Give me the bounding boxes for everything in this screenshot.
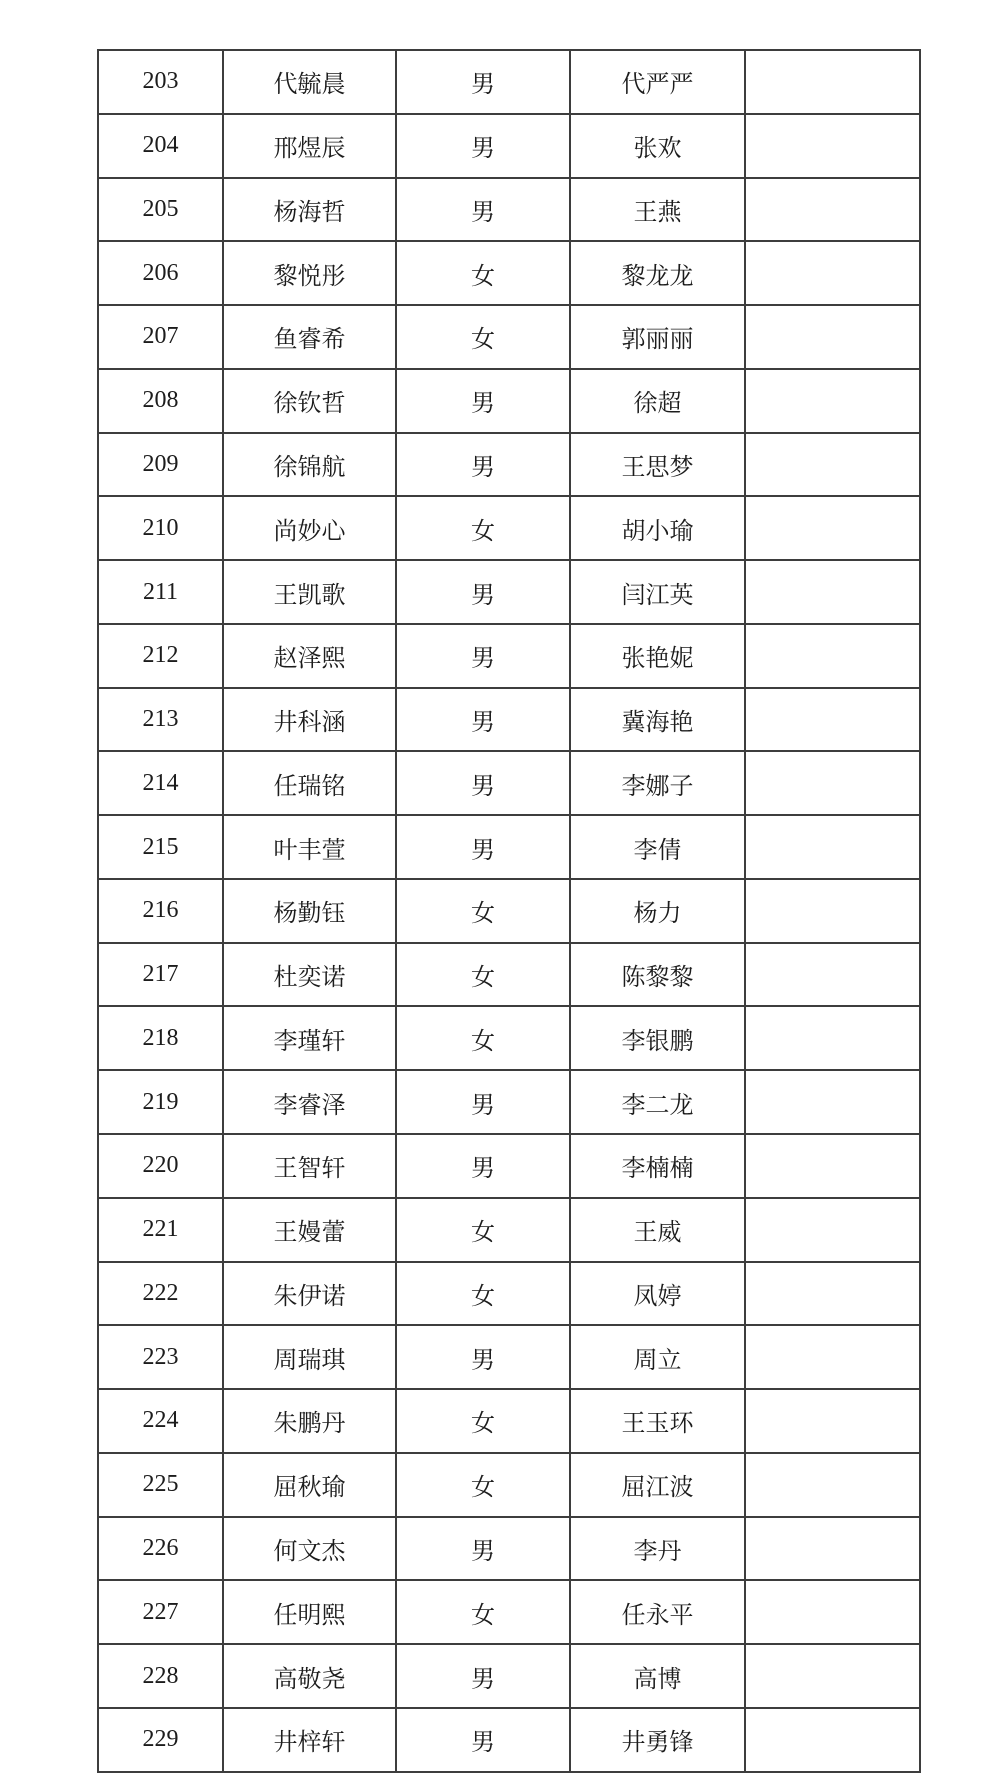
child-name-cell: 任明熙 (223, 1580, 396, 1644)
empty-cell (745, 50, 920, 114)
guardian-name-cell: 李银鹏 (570, 1006, 745, 1070)
gender-cell: 女 (396, 305, 570, 369)
empty-cell (745, 1198, 920, 1262)
guardian-name-cell: 代严严 (570, 50, 745, 114)
gender-cell: 男 (396, 114, 570, 178)
child-name-cell: 杜奕诺 (223, 943, 396, 1007)
row-number-cell: 214 (98, 751, 223, 815)
guardian-name-cell: 郭丽丽 (570, 305, 745, 369)
guardian-name-cell: 凤婷 (570, 1262, 745, 1326)
guardian-name-cell: 屈江波 (570, 1453, 745, 1517)
row-number-cell: 227 (98, 1580, 223, 1644)
empty-cell (745, 1134, 920, 1198)
row-number-cell: 219 (98, 1070, 223, 1134)
row-number-cell: 226 (98, 1517, 223, 1581)
row-number-cell: 208 (98, 369, 223, 433)
child-name-cell: 杨勤钰 (223, 879, 396, 943)
table-row (98, 1389, 920, 1453)
empty-cell (745, 496, 920, 560)
table-row (98, 815, 920, 879)
child-name-cell: 王智轩 (223, 1134, 396, 1198)
guardian-name-cell: 李丹 (570, 1517, 745, 1581)
gender-cell: 男 (396, 560, 570, 624)
guardian-name-cell: 李楠楠 (570, 1134, 745, 1198)
gender-cell: 男 (396, 751, 570, 815)
child-name-cell: 叶丰萱 (223, 815, 396, 879)
guardian-name-cell: 张艳妮 (570, 624, 745, 688)
guardian-name-cell: 任永平 (570, 1580, 745, 1644)
row-number-cell: 222 (98, 1262, 223, 1326)
empty-cell (745, 1070, 920, 1134)
guardian-name-cell: 王玉环 (570, 1389, 745, 1453)
child-name-cell: 王嫚蕾 (223, 1198, 396, 1262)
row-number-cell: 224 (98, 1389, 223, 1453)
gender-cell: 男 (396, 369, 570, 433)
gender-cell: 男 (396, 50, 570, 114)
table-row (98, 1708, 920, 1772)
row-number-cell: 217 (98, 943, 223, 1007)
gender-cell: 男 (396, 1708, 570, 1772)
gender-cell: 男 (396, 1070, 570, 1134)
empty-cell (745, 1644, 920, 1708)
empty-cell (745, 114, 920, 178)
guardian-name-cell: 闫江英 (570, 560, 745, 624)
row-number-cell: 209 (98, 433, 223, 497)
child-name-cell: 任瑞铭 (223, 751, 396, 815)
table-row (98, 1517, 920, 1581)
table-row (98, 114, 920, 178)
empty-cell (745, 1580, 920, 1644)
gender-cell: 男 (396, 815, 570, 879)
child-name-cell: 朱鹏丹 (223, 1389, 396, 1453)
table-row (98, 241, 920, 305)
empty-cell (745, 943, 920, 1007)
guardian-name-cell: 周立 (570, 1325, 745, 1389)
row-number-cell: 207 (98, 305, 223, 369)
child-name-cell: 朱伊诺 (223, 1262, 396, 1326)
table-row (98, 178, 920, 242)
guardian-name-cell: 陈黎黎 (570, 943, 745, 1007)
guardian-name-cell: 徐超 (570, 369, 745, 433)
child-name-cell: 杨海哲 (223, 178, 396, 242)
table-row (98, 305, 920, 369)
row-number-cell: 221 (98, 1198, 223, 1262)
roster-table-body (98, 50, 920, 1772)
gender-cell: 女 (396, 496, 570, 560)
child-name-cell: 何文杰 (223, 1517, 396, 1581)
child-name-cell: 王凯歌 (223, 560, 396, 624)
empty-cell (745, 879, 920, 943)
child-name-cell: 周瑞琪 (223, 1325, 396, 1389)
guardian-name-cell: 高博 (570, 1644, 745, 1708)
child-name-cell: 李睿泽 (223, 1070, 396, 1134)
row-number-cell: 220 (98, 1134, 223, 1198)
empty-cell (745, 560, 920, 624)
empty-cell (745, 688, 920, 752)
table-row (98, 1070, 920, 1134)
table-row (98, 943, 920, 1007)
row-number-cell: 213 (98, 688, 223, 752)
child-name-cell: 徐钦哲 (223, 369, 396, 433)
row-number-cell: 215 (98, 815, 223, 879)
empty-cell (745, 1262, 920, 1326)
gender-cell: 女 (396, 1198, 570, 1262)
guardian-name-cell: 张欢 (570, 114, 745, 178)
row-number-cell: 223 (98, 1325, 223, 1389)
child-name-cell: 代毓晨 (223, 50, 396, 114)
gender-cell: 男 (396, 178, 570, 242)
child-name-cell: 李瑾轩 (223, 1006, 396, 1070)
table-row (98, 1262, 920, 1326)
table-row (98, 50, 920, 114)
gender-cell: 男 (396, 624, 570, 688)
child-name-cell: 井科涵 (223, 688, 396, 752)
table-row (98, 496, 920, 560)
row-number-cell: 205 (98, 178, 223, 242)
row-number-cell: 206 (98, 241, 223, 305)
empty-cell (745, 369, 920, 433)
row-number-cell: 225 (98, 1453, 223, 1517)
guardian-name-cell: 李娜子 (570, 751, 745, 815)
table-row (98, 1580, 920, 1644)
row-number-cell: 210 (98, 496, 223, 560)
gender-cell: 男 (396, 688, 570, 752)
guardian-name-cell: 王思梦 (570, 433, 745, 497)
table-row (98, 1198, 920, 1262)
empty-cell (745, 624, 920, 688)
child-name-cell: 屈秋瑜 (223, 1453, 396, 1517)
gender-cell: 女 (396, 241, 570, 305)
guardian-name-cell: 井勇锋 (570, 1708, 745, 1772)
table-row (98, 1325, 920, 1389)
roster-table (97, 49, 921, 1773)
empty-cell (745, 751, 920, 815)
gender-cell: 男 (396, 1644, 570, 1708)
guardian-name-cell: 胡小瑜 (570, 496, 745, 560)
guardian-name-cell: 冀海艳 (570, 688, 745, 752)
child-name-cell: 井梓轩 (223, 1708, 396, 1772)
gender-cell: 男 (396, 1325, 570, 1389)
row-number-cell: 216 (98, 879, 223, 943)
empty-cell (745, 241, 920, 305)
empty-cell (745, 1517, 920, 1581)
child-name-cell: 尚妙心 (223, 496, 396, 560)
gender-cell: 男 (396, 1517, 570, 1581)
child-name-cell: 赵泽熙 (223, 624, 396, 688)
table-row (98, 688, 920, 752)
empty-cell (745, 305, 920, 369)
table-row (98, 560, 920, 624)
row-number-cell: 204 (98, 114, 223, 178)
guardian-name-cell: 王威 (570, 1198, 745, 1262)
empty-cell (745, 1006, 920, 1070)
empty-cell (745, 1389, 920, 1453)
table-row (98, 433, 920, 497)
guardian-name-cell: 李倩 (570, 815, 745, 879)
child-name-cell: 邢煜辰 (223, 114, 396, 178)
gender-cell: 女 (396, 1262, 570, 1326)
row-number-cell: 229 (98, 1708, 223, 1772)
row-number-cell: 212 (98, 624, 223, 688)
row-number-cell: 211 (98, 560, 223, 624)
guardian-name-cell: 王燕 (570, 178, 745, 242)
table-row (98, 624, 920, 688)
gender-cell: 女 (396, 1006, 570, 1070)
child-name-cell: 高敬尧 (223, 1644, 396, 1708)
empty-cell (745, 1325, 920, 1389)
gender-cell: 女 (396, 1453, 570, 1517)
empty-cell (745, 178, 920, 242)
table-row (98, 1453, 920, 1517)
table-row (98, 1134, 920, 1198)
row-number-cell: 203 (98, 50, 223, 114)
child-name-cell: 黎悦彤 (223, 241, 396, 305)
child-name-cell: 鱼睿希 (223, 305, 396, 369)
table-row (98, 879, 920, 943)
guardian-name-cell: 杨力 (570, 879, 745, 943)
guardian-name-cell: 李二龙 (570, 1070, 745, 1134)
empty-cell (745, 1453, 920, 1517)
gender-cell: 女 (396, 1389, 570, 1453)
row-number-cell: 228 (98, 1644, 223, 1708)
empty-cell (745, 815, 920, 879)
child-name-cell: 徐锦航 (223, 433, 396, 497)
empty-cell (745, 1708, 920, 1772)
table-row (98, 751, 920, 815)
gender-cell: 女 (396, 879, 570, 943)
empty-cell (745, 433, 920, 497)
table-row (98, 369, 920, 433)
table-row (98, 1006, 920, 1070)
gender-cell: 女 (396, 943, 570, 1007)
gender-cell: 男 (396, 433, 570, 497)
guardian-name-cell: 黎龙龙 (570, 241, 745, 305)
row-number-cell: 218 (98, 1006, 223, 1070)
gender-cell: 女 (396, 1580, 570, 1644)
gender-cell: 男 (396, 1134, 570, 1198)
table-row (98, 1644, 920, 1708)
